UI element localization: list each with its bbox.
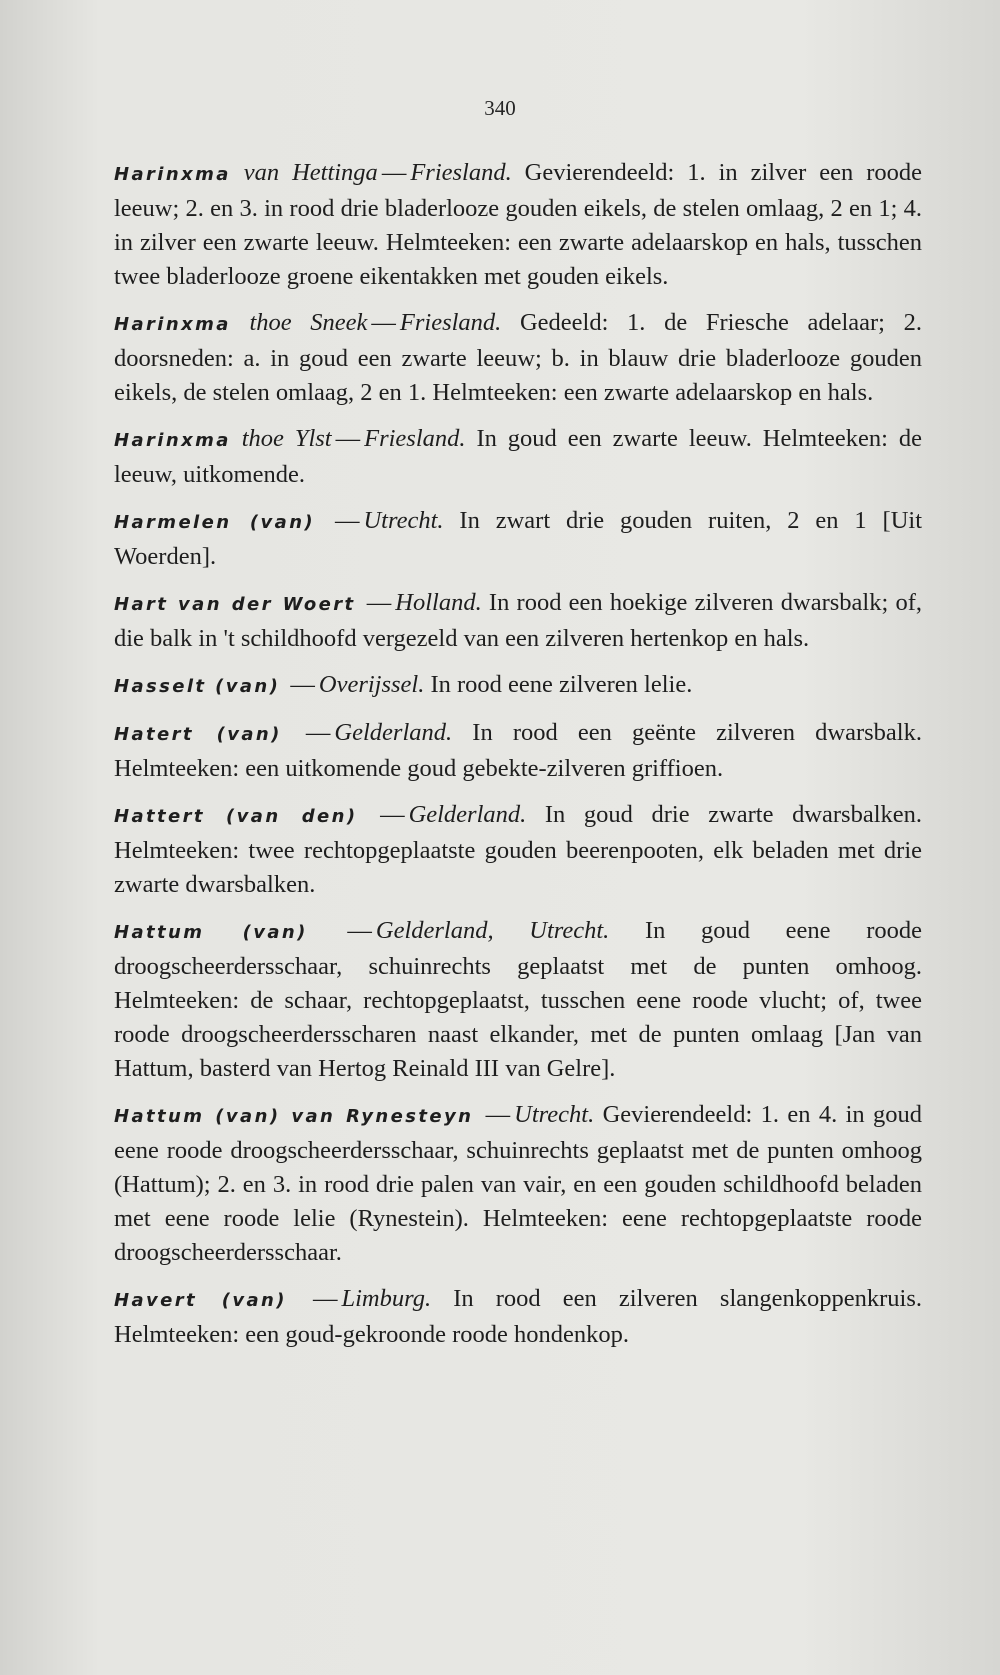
blazon-text: Gevierendeeld: 1. en 4. in goud eene roode droogscheerdersschaar, schuinrechts geplaatst met de punten omhoog (Hattum); 2. en 3. in rood drie palen van vair, en een gouden schildhoofd beladen met eene roode lelie (Rynestein). Helmteeken: eene rechtopgeplaatste roode droogscheerdersschaar.	[114, 1101, 923, 1266]
page-number: 340	[484, 96, 516, 120]
family-name: Hatert (van)	[114, 724, 282, 745]
region: Gelderland.	[334, 719, 453, 746]
region: Gelderland.	[408, 801, 527, 828]
blazon-text: In rood een zilveren slangenkoppenkruis. Helmteeken: een goud-gekroonde roode hondenkop.	[114, 1285, 922, 1348]
armorial-entry	[114, 668, 922, 704]
armorial-entry	[114, 1282, 922, 1352]
armorial-entry	[114, 798, 922, 902]
dash-separator: —	[334, 507, 360, 534]
family-name: Hattert (van den)	[114, 806, 358, 827]
family-name: Harinxma	[114, 164, 231, 185]
armorial-entry	[114, 914, 922, 1086]
region: Overijssel.	[318, 671, 425, 698]
armorial-entry	[114, 716, 922, 786]
family-name: Hasselt (van)	[114, 676, 281, 697]
region: Friesland.	[410, 159, 512, 186]
family-name: Harinxma	[114, 430, 231, 451]
blazon-text: In rood een hoekige zilveren dwarsbalk; of, die balk in 't schildhoofd vergezeld van een zilveren hertenkop en hals.	[114, 589, 922, 652]
blazon-text: Gevierendeeld: 1. in zilver een roode leeuw; 2. en 3. in rood drie bladerlooze gouden eikels, de stelen omlaag, 2 en 1; 4. in zilver een zwarte leeuw. Helmteeken: een zwarte adelaarskop en hals, tusschen twee bladerlooze groene eikentakken met gouden eikels.	[114, 159, 923, 290]
dash-separator: —	[485, 1101, 511, 1128]
armorial-entry	[114, 504, 922, 574]
armorial-entry	[114, 586, 922, 656]
dash-separator: —	[347, 917, 372, 944]
armorial-entry	[114, 156, 922, 294]
family-title: thoe Sneek	[249, 309, 368, 336]
dash-separator: —	[335, 425, 361, 452]
blazon-text: In goud drie zwarte dwarsbalken. Helmteeken: twee rechtopgeplaatste gouden beerenpooten, elk beladen met drie zwarte dwarsbalken.	[114, 801, 923, 898]
region: Limburg.	[341, 1285, 432, 1312]
family-title: thoe Ylst	[241, 425, 332, 452]
blazon-text: In rood een geënte zilveren dwarsbalk. Helmteeken: een uitkomende goud gebekte-zilveren griffioen.	[114, 719, 922, 782]
dash-separator: —	[371, 309, 396, 336]
armorial-entry	[114, 306, 922, 410]
region: Friesland.	[399, 309, 502, 336]
armorial-entry	[114, 422, 922, 492]
armorial-entries	[114, 156, 922, 1364]
region: Utrecht.	[363, 507, 444, 534]
family-name: Harmelen (van)	[114, 512, 316, 533]
family-name: Harinxma	[114, 314, 231, 335]
blazon-text: In goud een zwarte leeuw. Helmteeken: de leeuw, uitkomende.	[114, 425, 923, 488]
family-name: Hattum (van) van Rynesteyn	[114, 1106, 474, 1127]
dash-separator: —	[290, 671, 315, 698]
dash-separator: —	[305, 719, 331, 746]
dash-separator: —	[381, 159, 407, 186]
dash-separator: —	[380, 801, 405, 828]
family-name: Havert (van)	[114, 1290, 287, 1311]
region: Utrecht.	[514, 1101, 595, 1128]
blazon-text: Gedeeld: 1. de Friesche adelaar; 2. doorsneden: a. in goud een zwarte leeuw; b. in blauw drie bladerlooze gouden eikels, de stelen omlaag, 2 en 1. Helmteeken: een zwarte adelaarskop en hals.	[114, 309, 923, 406]
region: Gelderland, Utrecht.	[375, 917, 610, 944]
family-name: Hart van der Woert	[114, 594, 356, 615]
blazon-text: In zwart drie gouden ruiten, 2 en 1 [Uit Woerden].	[114, 507, 923, 570]
blazon-text: In goud eene roode droogscheerdersschaar, schuinrechts geplaatst met de punten omhoog. Helmteeken: de schaar, rechtopgeplaatst, tusschen eene roode vlucht; of, twee roode droogscheerdersscharen naast elkander, met de punten omlaag [Jan van Hattum, basterd van Hertog Reinald III van Gelre].	[114, 917, 922, 1082]
armorial-entry	[114, 1098, 922, 1270]
dash-separator: —	[366, 589, 392, 616]
family-name: Hattum (van)	[114, 922, 308, 943]
family-title: van Hettinga	[243, 159, 378, 186]
region: Friesland.	[364, 425, 466, 452]
dash-separator: —	[312, 1285, 338, 1312]
blazon-text: In rood eene zilveren lelie.	[430, 671, 693, 698]
region: Holland.	[395, 589, 482, 616]
